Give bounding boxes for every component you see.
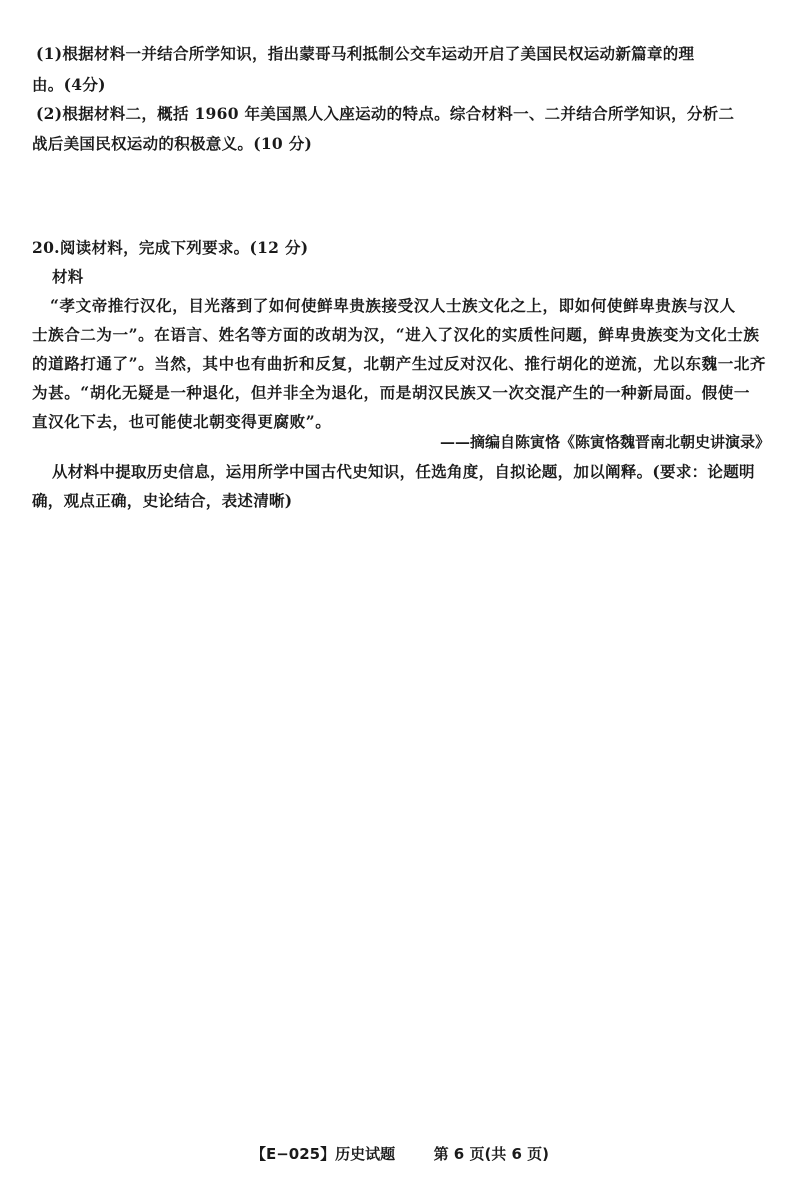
page-footer xyxy=(0,1143,800,1164)
q19-part2-line1: (2)根据材料二，概括 1960 年美国黑人入座运动的特点。综合材料一、二并结合所学知识，分析二 xyxy=(36,104,735,123)
q20-material-line: 士族合二为一”。在语言、姓名等方面的改胡为汉，“进入了汉化的实质性问题，鲜卑贵族变为文化士族 xyxy=(32,325,760,344)
q19-part1-line1: (1)根据材料一并结合所学知识，指出蒙哥马利抵制公交车运动开启了美国民权运动新篇章的理 xyxy=(36,44,695,63)
q20-material-line: “孝文帝推行汉化，目光落到了如何使鲜卑贵族接受汉人士族文化之上，即如何使鲜卑贵族与汉人 xyxy=(50,296,736,315)
q20-heading: 20.阅读材料，完成下列要求。(12 分) xyxy=(32,238,309,257)
q19-part2-line2: 战后美国民权运动的积极意义。(10 分) xyxy=(32,134,313,153)
exam-code: 【E−025】历史试题 xyxy=(250,1145,396,1163)
q20-material-line: 的道路打通了”。当然，其中也有曲折和反复，北朝产生过反对汉化、推行胡化的逆流，尤以东魏一北齐 xyxy=(32,354,767,373)
q20-task-line1: 从材料中提取历史信息，运用所学中国古代史知识，任选角度，自拟论题，加以阐释。(要求：论题明 xyxy=(52,462,755,481)
q20-task-line2: 确，观点正确，史论结合，表述清晰) xyxy=(32,491,293,510)
q20-material-line: 直汉化下去，也可能使北朝变得更腐败”。 xyxy=(32,412,332,431)
q19-part1-line2: 由。(4分) xyxy=(32,75,106,94)
q20-material-line: 为甚。“胡化无疑是一种退化，但并非全为退化，而是胡汉民族又一次交混产生的一种新局面。假使一 xyxy=(32,383,750,402)
q20-source: ——摘编自陈寅恪《陈寅恪魏晋南北朝史讲演录》 xyxy=(439,433,770,451)
q20-material-label: 材料 xyxy=(52,267,84,286)
page-number: 第 6 页(共 6 页) xyxy=(433,1145,550,1163)
